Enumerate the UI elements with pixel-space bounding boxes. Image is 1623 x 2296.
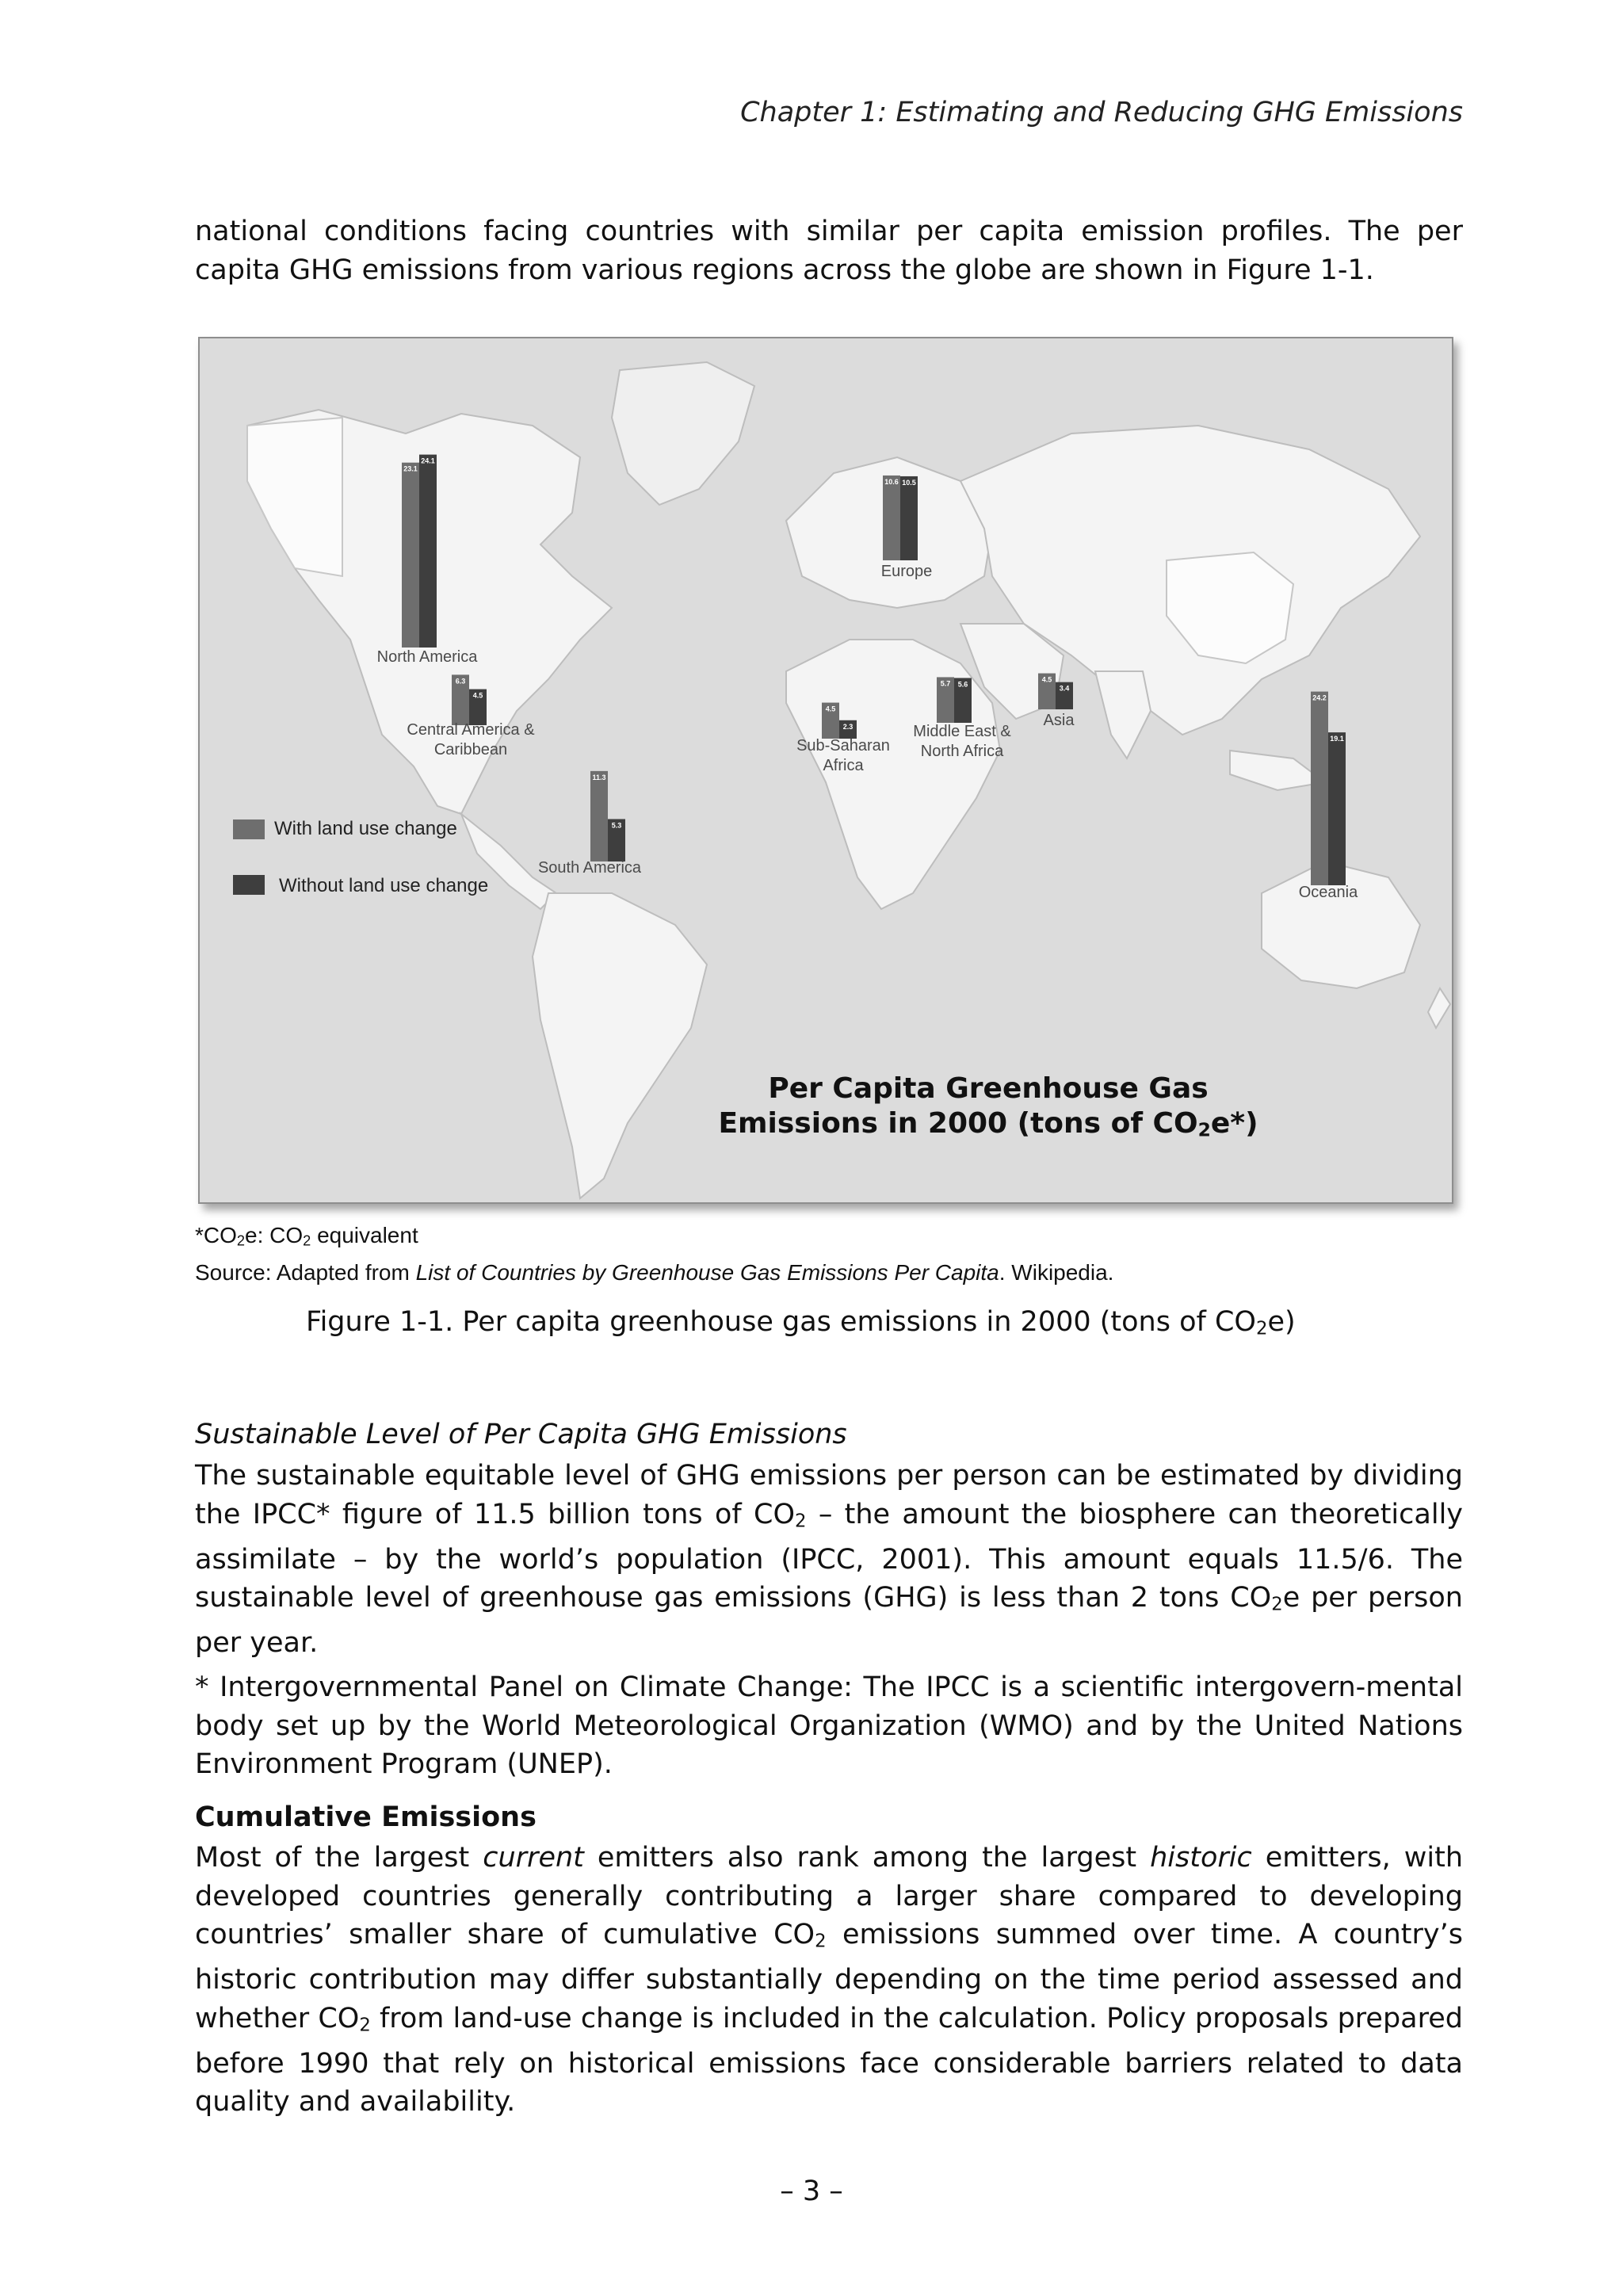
bar-value-label: 24.1 <box>421 457 435 465</box>
figure-caption: Figure 1-1. Per capita greenhouse gas emissions in 2000 (tons of $CO_2e$) <box>306 1306 1296 1339</box>
bar-3-with <box>883 476 900 560</box>
legend-swatch-with <box>233 819 265 839</box>
bar-value-label: 2.3 <box>842 722 854 731</box>
bar-value-label: 11.3 <box>592 773 606 781</box>
running-header: Chapter 1: Estimating and Reducing GHG Emissions <box>740 97 1463 128</box>
map-title-line1: Per Capita Greenhouse Gas <box>768 1072 1209 1105</box>
bar-8-without <box>1328 732 1346 885</box>
region-label: Middle East & <box>913 723 1011 740</box>
bar-value-label: 3.4 <box>1059 684 1070 693</box>
bar-value-label: 19.1 <box>1330 735 1344 743</box>
sustainable-paragraph: The sustainable equitable level of GHG emissions per person can be estimated by dividing the IPCC* figure of 11.5 billion tons of $CO_2$ – the amount the biosphere can theoretically assimilate – by the world’s population (IPCC, 2001). This amount equals 11.5/6. The sustainable level of greenhouse gas emissions (GHG) is less than 2 tons $CO_2e$ per person per year. <box>195 1460 1464 1660</box>
region-label-line2: North Africa <box>920 743 1004 760</box>
region-label: Oceania <box>1298 884 1358 901</box>
cumulative-paragraph: Most of the largest current emitters also rank among the largest historic emitters, with developed countries generally contributing a larger share compared to developing countries’ smaller share of cumulative $CO_2$ emissions summed over time. A country’s historic contribution may differ substantially depending on the time period assessed and whether $CO_2$ from land-use change is included in the calculation. Policy proposals prepared before 1990 that rely on historical emissions face considerable barriers related to data quality and availability. <box>195 1842 1463 2118</box>
bar-value-label: 23.1 <box>403 464 418 473</box>
figure-source: Source: Adapted from List of Countries by Greenhouse Gas Emissions Per Capita. Wikipedia. <box>195 1260 1114 1285</box>
figure-footnote: $*CO_2e$: $CO_2$ equivalent <box>195 1223 418 1249</box>
section-heading-sustainable: Sustainable Level of Per Capita GHG Emissions <box>195 1419 847 1450</box>
bar-3-without <box>900 476 918 560</box>
bar-value-label: 5.6 <box>957 680 968 689</box>
bar-1-with <box>402 463 419 648</box>
map-title-line2: Emissions in 2000 (tons of $CO_2e*$) <box>718 1107 1258 1141</box>
region-label: Central America & <box>407 721 535 739</box>
ipcc-footnote-paragraph: * Intergovernmental Panel on Climate Change: The IPCC is a scientific intergovern-mental body set up by the World Meteorological Organization (WMO) and by the United Nations Environment Program (UNEP). <box>195 1671 1463 1780</box>
map-title <box>659 1072 1317 1148</box>
region-label: Asia <box>1043 712 1075 729</box>
bar-8-with <box>1311 692 1328 885</box>
bar-1-without <box>419 455 437 648</box>
region-label-line2: Africa <box>823 757 864 774</box>
legend-label-with: With land use change <box>274 818 457 839</box>
legend-label-without: Without land use change <box>279 875 489 896</box>
bar-value-label: 4.5 <box>1041 675 1052 684</box>
bar-value-label: 4.5 <box>472 691 483 700</box>
intro-paragraph: national conditions facing countries with similar per capita emission profiles. The per capita GHG emissions from various regions across the globe are shown in Figure 1-1. <box>195 216 1463 286</box>
bar-value-label: 10.6 <box>884 477 899 486</box>
page-number: – 3 – <box>780 2176 843 2207</box>
bar-value-label: 5.7 <box>940 679 951 688</box>
section-heading-cumulative: Cumulative Emissions <box>195 1801 537 1833</box>
bar-value-label: 6.3 <box>455 677 466 686</box>
region-label: Sub-Saharan <box>796 737 890 755</box>
bar-value-label: 5.3 <box>611 821 622 830</box>
bar-value-label: 4.5 <box>825 705 836 713</box>
region-label: North America <box>376 648 478 666</box>
bar-value-label: 10.5 <box>902 478 916 487</box>
bar-7-with <box>590 771 608 861</box>
bar-value-label: 24.2 <box>1312 693 1327 702</box>
region-label: South America <box>537 859 642 877</box>
legend-swatch-without <box>233 875 265 895</box>
region-label: Europe <box>880 563 933 580</box>
emissions-map-figure <box>198 337 1453 1204</box>
region-label-line2: Caribbean <box>433 741 508 758</box>
